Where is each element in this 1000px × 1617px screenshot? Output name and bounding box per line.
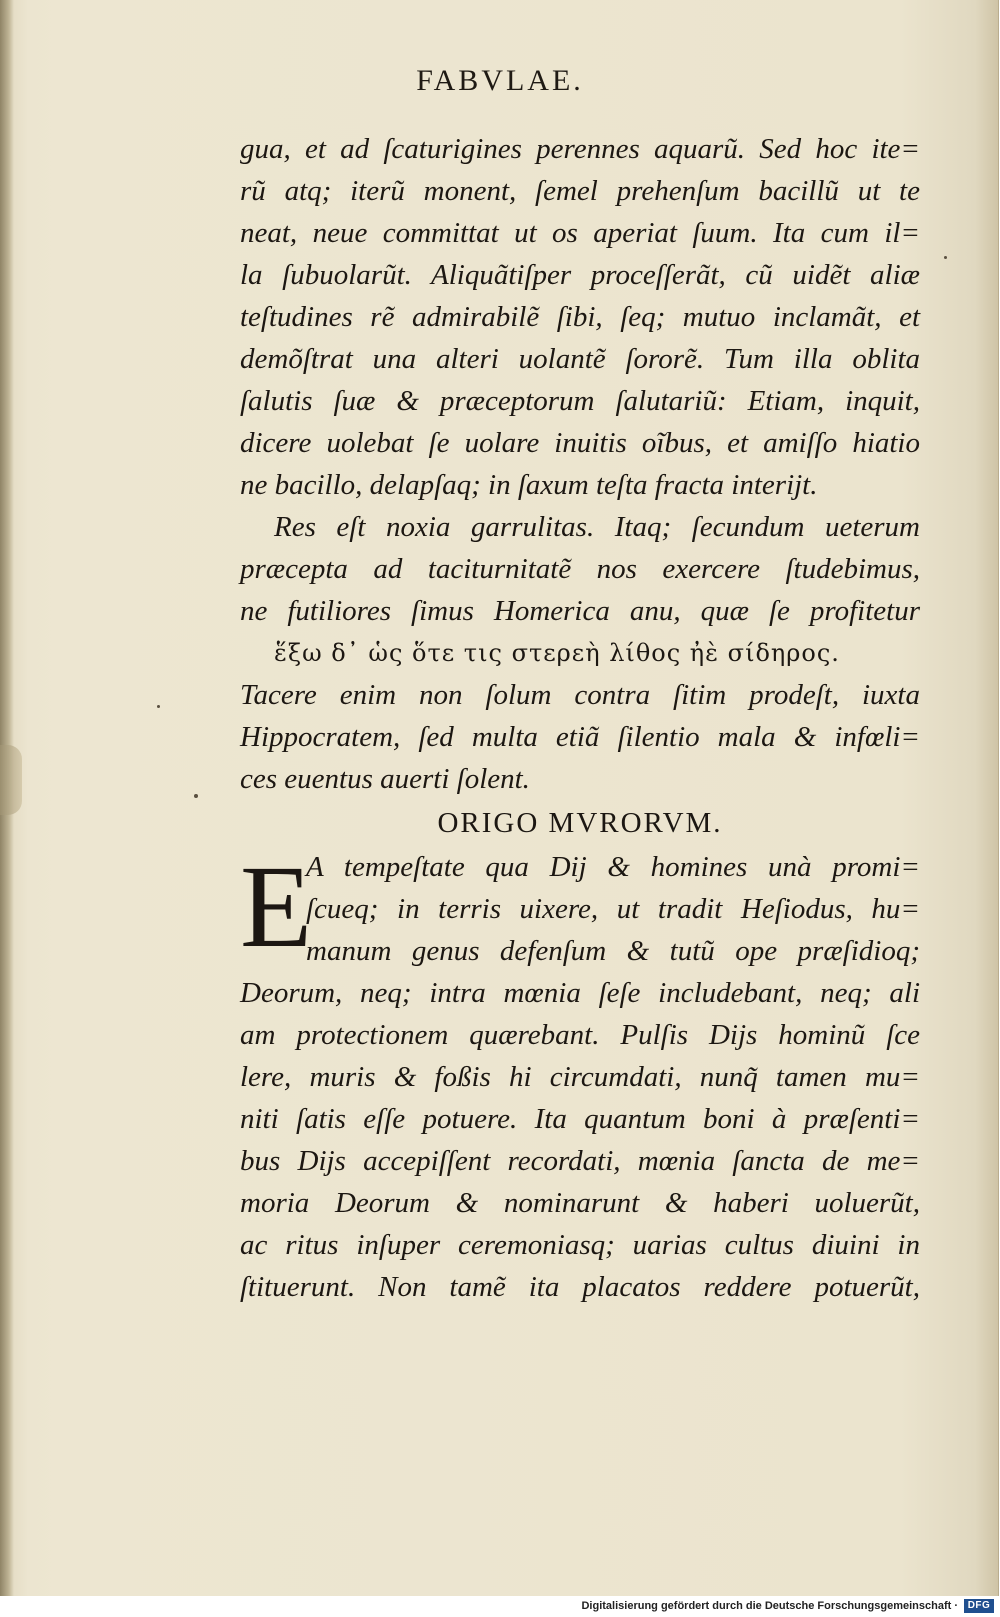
binding-tab <box>0 745 22 815</box>
section-heading: ORIGO MVRORVM. <box>437 807 723 839</box>
text-block <box>240 128 920 1308</box>
text-line: ces euentus auerti ſolent. <box>240 763 530 795</box>
text-line: manum genus defenſum & tutũ ope præſidioq; <box>306 935 920 967</box>
text-line: ſcueq; in terris uixere, ut tradit Heſiodus, hu= <box>306 893 920 925</box>
text-line: Tacere enim non ſolum contra ſitim prodeſt, iuxta <box>240 679 920 711</box>
ink-speck <box>194 794 198 798</box>
greek-quotation: ἕξω δ᾽ ὡς ὅτε τις στερεὴ λίθος ἠὲ σίδηρος. <box>274 639 840 667</box>
ink-speck <box>157 705 160 708</box>
dfg-logo-icon: DFG <box>964 1599 994 1613</box>
text-line: niti ſatis eſſe potuere. Ita quantum boni à præſenti= <box>240 1103 920 1135</box>
text-line: ac ritus inſuper ceremoniasq; uarias cultus diuini in <box>240 1229 920 1261</box>
text-line: Hippocratem, ſed multa etiã ſilentio mala & infœli= <box>240 721 920 753</box>
text-line: demõſtrat una alteri uolantẽ ſororẽ. Tum illa oblita <box>240 343 920 375</box>
text-line: Res eſt noxia garrulitas. Itaq; ſecundum ueterum <box>274 511 920 543</box>
text-line: bus Dijs accepiſſent recordati, mœnia ſancta de me= <box>240 1145 920 1177</box>
text-line: ſalutis ſuæ & præceptorum ſalutariũ: Etiam, inquit, <box>240 385 920 417</box>
text-line: ne futiliores ſimus Homerica anu, quæ ſe profitetur <box>240 595 920 627</box>
text-line: moria Deorum & nominarunt & haberi uoluerũt, <box>240 1187 920 1219</box>
section-paragraph <box>240 841 920 1308</box>
paragraph-1 <box>240 128 920 506</box>
text-line: la ſubuolarũt. Aliquãtiſper proceſſerãt, cũ uidẽt aliæ <box>240 259 920 291</box>
text-line: gua, et ad ſcaturigines perennes aquarũ. Sed hoc ite= <box>240 133 920 165</box>
footer-credit: Digitalisierung gefördert durch die Deutsche Forschungsgemeinschaft · <box>581 1600 958 1612</box>
text-line: ne bacillo, delapſaq; in ſaxum teſta fracta interijt. <box>240 469 818 501</box>
text-line: lere, muris & foßis hi circumdati, nunq̃ tamen mu= <box>240 1061 920 1093</box>
text-line: am protectionem quærebant. Pulſis Dijs hominũ ſce <box>240 1019 920 1051</box>
text-line: ſtituerunt. Non tamẽ ita placatos reddere potuerũt, <box>240 1271 920 1303</box>
drop-cap-initial: E <box>240 841 313 972</box>
text-line: dicere uolebat ſe uolare inuitis oĩbus, et amiſſo hiatio <box>240 427 920 459</box>
text-line: rũ atq; iterũ monent, ſemel prehenſum bacillũ ut te <box>240 175 920 207</box>
text-line: neat, neue committat ut os aperiat ſuum. Ita cum il= <box>240 217 920 249</box>
text-line: præcepta ad taciturnitatẽ nos exercere ſtudebimus, <box>240 553 920 585</box>
ink-speck <box>944 256 947 259</box>
running-title: FABVLAE. <box>416 64 584 97</box>
text-line: teſtudines rẽ admirabilẽ ſibi, ſeq; mutuo inclamãt, et <box>240 301 920 333</box>
text-line: A tempeſtate qua Dij & homines unà promi= <box>306 851 920 883</box>
paragraph-2 <box>240 506 920 800</box>
text-line: Deorum, neq; intra mœnia ſeſe includebant, neq; ali <box>240 977 920 1009</box>
